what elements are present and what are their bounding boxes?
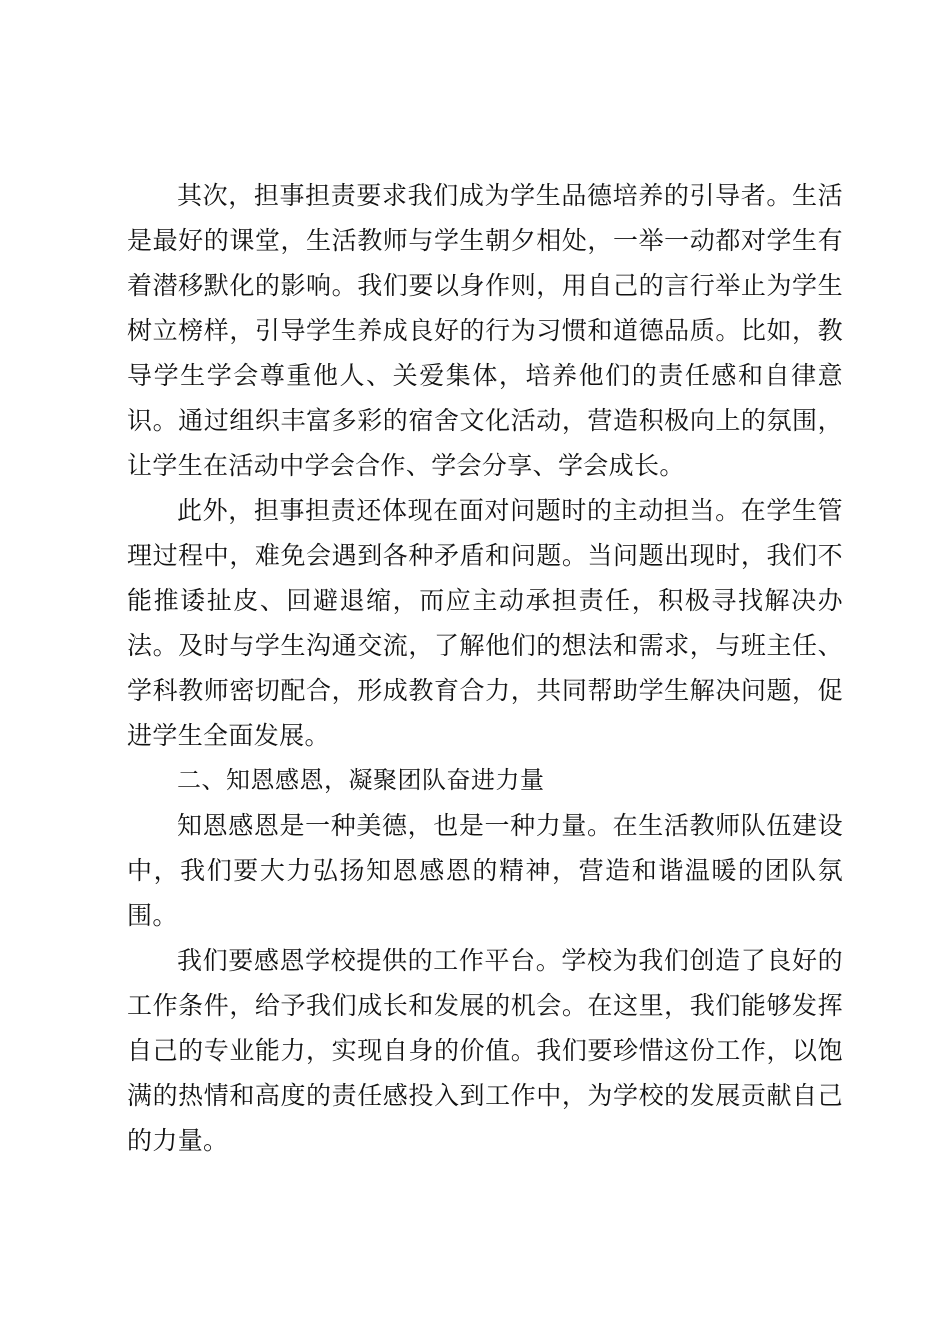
section-heading: 二、知恩感恩，凝聚团队奋进力量 [177,766,545,794]
paragraph-gratitude-school: 我们要感恩学校提供的工作平台。学校为我们创造了良好的工作条件，给予我们成长和发展的机会。在这里，我们能够发挥自己的专业能力，实现自身的价值。我们要珍惜这份工作，以饱满的热情和高度的责任感投入到工作中，为学校的发展贡献自己的力量。 [127,946,843,1155]
paragraph-guide-students: 其次，担事担责要求我们成为学生品德培养的引导者。生活是最好的课堂，生活教师与学生朝夕相处，一举一动都对学生有着潜移默化的影响。我们要以身作则，用自己的言行举止为学生树立榜样，引导学生养成良好的行为习惯和道德品质。比如，教导学生学会尊重他人、关爱集体，培养他们的责任感和自律意识。通过组织丰富多彩的宿舍文化活动，营造积极向上的氛围，让学生在活动中学会合作、学会分享、学会成长。 [127,181,843,480]
paragraph-gratitude-intro: 知恩感恩是一种美德，也是一种力量。在生活教师队伍建设中，我们要大力弘扬知恩感恩的精神，营造和谐温暖的团队氛围。 [127,811,843,930]
document-body [127,173,843,1163]
paragraph-take-responsibility: 此外，担事担责还体现在面对问题时的主动担当。在学生管理过程中，难免会遇到各种矛盾和问题。当问题出现时，我们不能推诿扯皮、回避退缩，而应主动承担责任，积极寻找解决办法。及时与学生沟通交流，了解他们的想法和需求，与班主任、学科教师密切配合，形成教育合力，共同帮助学生解决问题，促进学生全面发展。 [127,496,843,750]
